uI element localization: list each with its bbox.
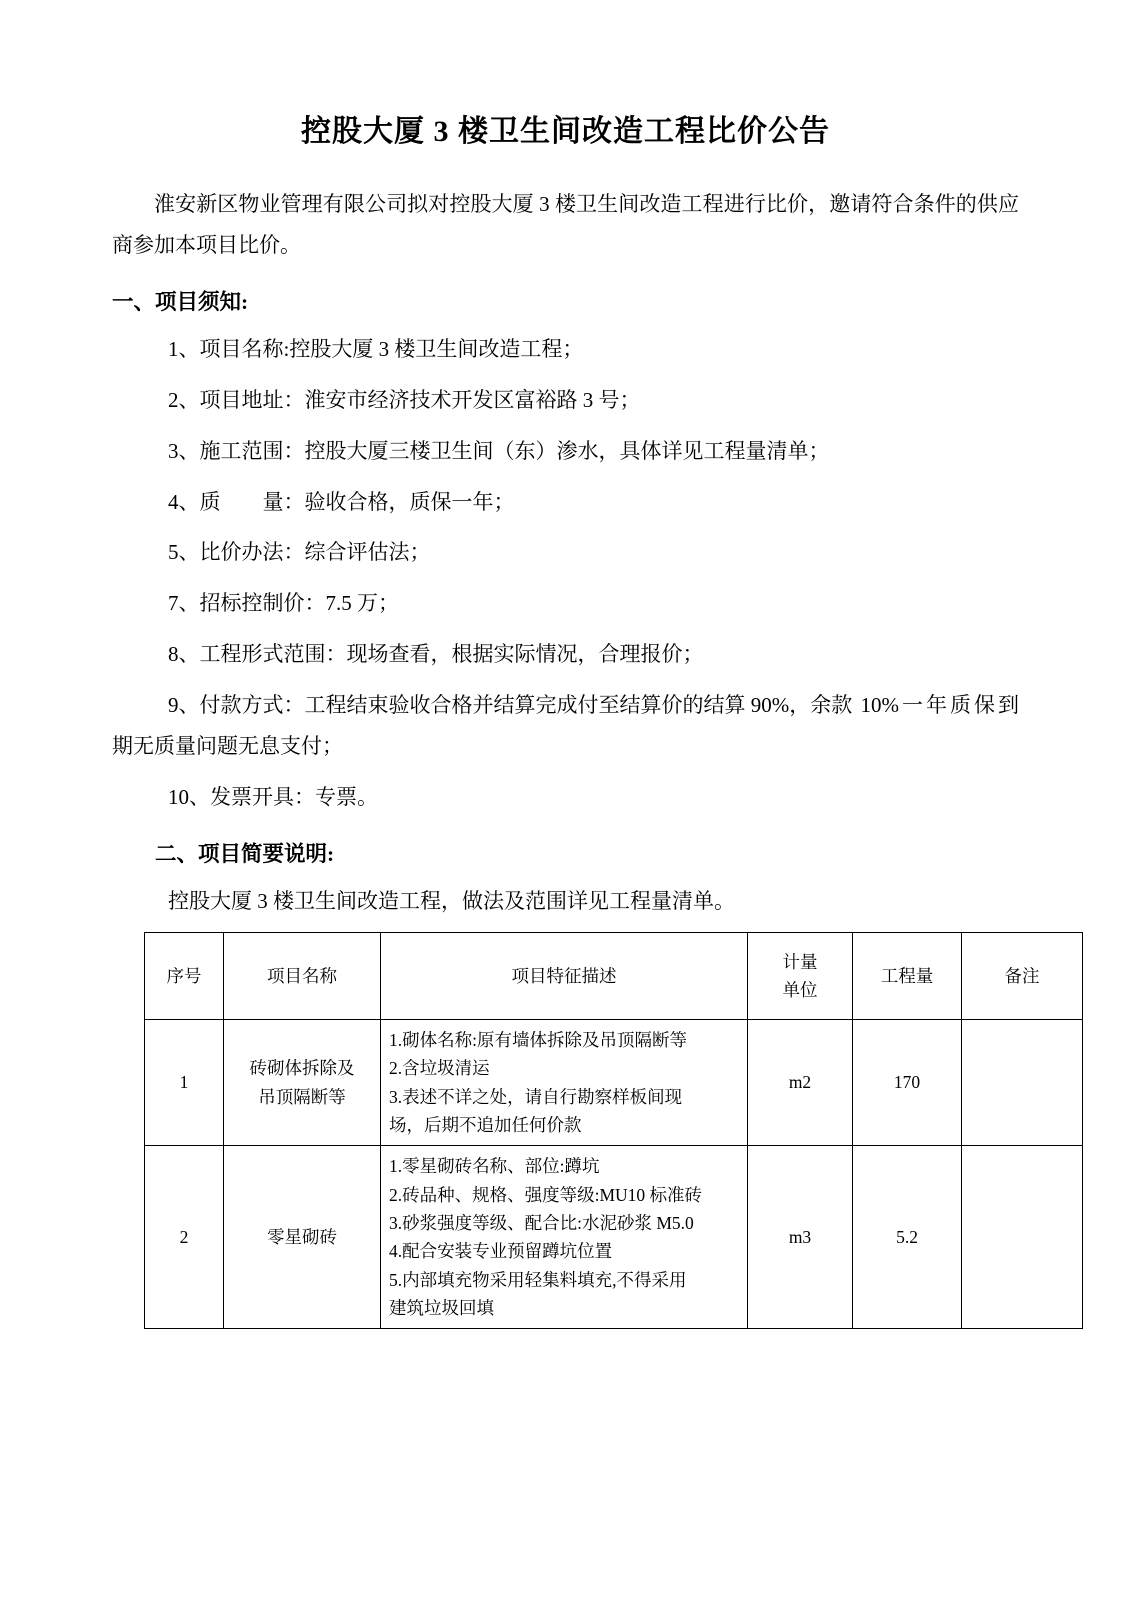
cell-desc-line: 3.表述不详之处，请自行勘察样板间现	[389, 1086, 683, 1107]
list-item: 3、施工范围：控股大厦三楼卫生间（东）渗水，具体详见工程量清单；	[168, 438, 830, 463]
cell-remark	[962, 1019, 1083, 1145]
cell-desc	[381, 1146, 748, 1329]
cell-unit: m2	[748, 1019, 853, 1145]
cell-desc-line: 建筑垃圾回填	[389, 1297, 494, 1318]
section-heading-1: 一、项目须知:	[112, 289, 249, 314]
cell-name-line2: 吊顶隔断等	[258, 1086, 346, 1107]
intro-paragraph: 淮安新区物业管理有限公司拟对控股大厦 3 楼卫生间改造工程进行比价，邀请符合条件的供应商参加本项目比价。	[112, 192, 1019, 257]
table-body	[145, 1019, 1083, 1328]
section-heading-2: 二、项目简要说明:	[155, 842, 335, 867]
cell-name	[224, 1019, 381, 1145]
cell-name	[224, 1146, 381, 1329]
list-item: 8、工程形式范围：现场查看，根据实际情况，合理报价；	[168, 642, 704, 667]
header-remark: 备注	[962, 932, 1083, 1019]
cell-qty: 5.2	[853, 1146, 962, 1329]
list-item-payment-line2: 10%一年质保到期无质量问题无息支付；	[112, 693, 1019, 759]
list-item-payment-line1: 9、付款方式：工程结束验收合格并结算完成付至结算价的结算 90%，余款	[168, 693, 853, 718]
section-2-body: 控股大厦 3 楼卫生间改造工程，做法及范围详见工程量清单。	[168, 888, 735, 913]
header-qty: 工程量	[853, 932, 962, 1019]
table-header-row	[145, 932, 1083, 1019]
header-unit-line1: 计量	[782, 951, 818, 972]
list-item: 1、项目名称:控股大厦 3 楼卫生间改造工程；	[168, 336, 584, 361]
header-no: 序号	[145, 932, 224, 1019]
cell-name-line1: 砖砌体拆除及	[249, 1058, 355, 1079]
table-header	[145, 932, 1083, 1019]
cell-no: 2	[145, 1146, 224, 1329]
cell-desc	[381, 1019, 748, 1145]
cell-unit: m3	[748, 1146, 853, 1329]
cell-qty: 170	[853, 1019, 962, 1145]
cell-desc-line: 1.砌体名称:原有墙体拆除及吊顶隔断等	[389, 1029, 687, 1050]
cell-desc-line: 1.零星砌砖名称、部位:蹲坑	[389, 1156, 600, 1177]
cell-desc-line: 2.含垃圾清运	[389, 1058, 490, 1079]
cell-remark	[962, 1146, 1083, 1329]
cell-desc-line: 4.配合安装专业预留蹲坑位置	[389, 1241, 613, 1262]
header-name: 项目名称	[224, 932, 381, 1019]
cell-desc-line: 2.砖品种、规格、强度等级:MU10 标准砖	[389, 1184, 703, 1205]
table-row	[145, 1146, 1083, 1329]
header-desc: 项目特征描述	[381, 932, 748, 1019]
list-item: 4、质 量：验收合格，质保一年；	[168, 489, 515, 514]
cell-name-line1: 零星砌砖	[267, 1227, 337, 1248]
page-title: 控股大厦 3 楼卫生间改造工程比价公告	[301, 115, 830, 148]
list-item: 10、发票开具：专票。	[168, 785, 378, 810]
cell-desc-line: 5.内部填充物采用轻集料填充,不得采用	[389, 1269, 687, 1290]
bill-of-quantities-table	[144, 932, 1083, 1329]
header-unit-line2: 单位	[782, 979, 818, 1000]
list-item: 2、项目地址：淮安市经济技术开发区富裕路 3 号；	[168, 387, 641, 412]
list-item: 7、招标控制价：7.5 万；	[168, 591, 399, 616]
list-item-payment	[112, 685, 1019, 767]
header-unit	[748, 932, 853, 1019]
cell-desc-line: 场，后期不追加任何价款	[389, 1114, 582, 1135]
cell-desc-line: 3.砂浆强度等级、配合比:水泥砂浆 M5.0	[389, 1212, 694, 1233]
list-item: 5、比价办法：综合评估法；	[168, 540, 431, 565]
cell-no: 1	[145, 1019, 224, 1145]
table-row	[145, 1019, 1083, 1145]
